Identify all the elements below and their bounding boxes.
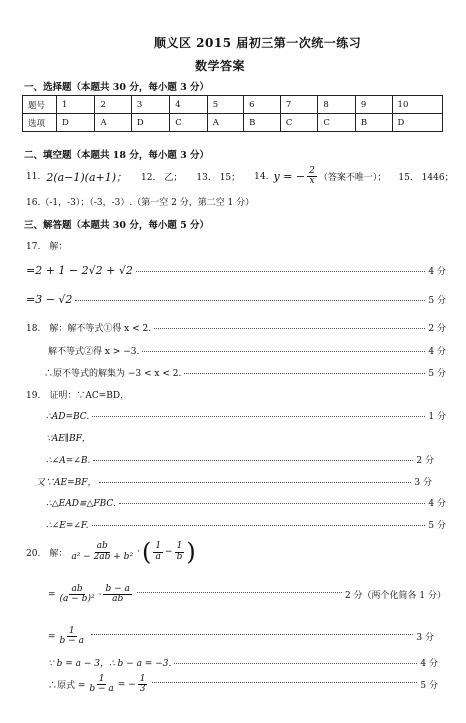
q20-step-3 xyxy=(48,656,438,669)
q18-step-3 xyxy=(44,366,446,379)
step-text: ∴∠E=∠F. xyxy=(46,521,89,531)
q12-answer: 12. 乙； xyxy=(141,173,183,184)
q20-fraction-1 xyxy=(69,542,135,562)
minus-sign: − xyxy=(165,547,173,557)
step-text: ∵ b = a − 3，∴ b − a = −3. xyxy=(48,659,172,669)
leader-dots xyxy=(75,300,425,301)
leader-dots xyxy=(136,271,426,272)
left-paren: ( xyxy=(141,538,152,566)
document-title: 顺义区 2015 届初三第一次统一练习 xyxy=(154,36,362,50)
leader-dots xyxy=(137,592,342,593)
fraction-numerator: 1 xyxy=(98,674,105,684)
equals-sign: = xyxy=(48,631,56,642)
table-cell: 10 xyxy=(392,96,442,114)
right-paren: ) xyxy=(186,538,196,566)
q20-fraction-a xyxy=(153,542,163,562)
fraction-denominator: b − a xyxy=(59,636,84,647)
leader-dots xyxy=(152,682,417,683)
section1-heading: 一、选择题（本题共 30 分，每小题 3 分） xyxy=(24,82,210,93)
step-score: 1 分 xyxy=(428,412,446,422)
table-cell: 1 xyxy=(57,96,95,114)
multiply-dot: · xyxy=(98,589,102,600)
step-text: =3 − √2 xyxy=(26,293,73,306)
q14-fraction xyxy=(307,167,317,187)
fraction-numerator: 1 xyxy=(176,541,183,552)
step-score: 4 分 xyxy=(428,267,446,277)
q19-heading: 19. 证明：∵AC=BD， xyxy=(26,391,130,401)
step-score: 2 分（两个化简各 1 分） xyxy=(344,591,446,602)
fraction-denominator: 3 xyxy=(139,684,146,695)
q17-step-1 xyxy=(26,264,446,277)
fraction-denominator: (a − b)² xyxy=(59,594,95,605)
step-score: 4 分 xyxy=(420,659,438,669)
equals-sign: = xyxy=(48,589,56,600)
step-score: 3 分 xyxy=(416,633,434,644)
table-cell: A xyxy=(207,114,243,132)
leader-dots xyxy=(184,373,425,374)
table-cell: B xyxy=(244,114,281,132)
table-cell: D xyxy=(57,114,95,132)
step-text: 解不等式②得 x > −3. xyxy=(48,347,140,357)
step-text xyxy=(48,675,149,695)
q18-step-1 xyxy=(26,321,446,334)
step-score: 5 分 xyxy=(428,521,446,531)
q20-step-4 xyxy=(48,675,438,695)
fraction-denominator: a xyxy=(155,551,161,562)
q20-heading: 20. 解： xyxy=(26,548,68,559)
step-text: 18. 解：解不等式①得 x < 2. xyxy=(26,324,152,334)
q20-step-1 xyxy=(48,585,446,605)
q19-step-4 xyxy=(36,475,432,488)
q11-answer: 2(a−1)(a+1)； xyxy=(46,170,128,184)
q19-step-6 xyxy=(46,518,446,531)
q14-label: 14. xyxy=(254,171,269,182)
step-text xyxy=(48,585,134,605)
step-text: ∴AD=BC. xyxy=(46,412,90,422)
fill-in-line-1 xyxy=(26,167,454,187)
step-text: =2 + 1 − 2√2 + √2 xyxy=(26,264,133,277)
q14-note: （答案不唯一）； xyxy=(318,173,387,184)
step-score: 2 分 xyxy=(428,324,446,334)
document-subtitle: 数学答案 xyxy=(195,59,246,73)
table-cell: 7 xyxy=(280,96,318,114)
fraction-numerator: 1 xyxy=(139,674,146,684)
table-cell: 5 xyxy=(207,96,243,114)
table-row-label: 选项 xyxy=(23,114,57,132)
table-cell: 9 xyxy=(355,96,392,114)
q17-heading: 17. 解： xyxy=(26,242,68,252)
table-cell: A xyxy=(95,114,131,132)
table-cell: 2 xyxy=(95,96,131,114)
table-cell: C xyxy=(280,114,318,132)
table-cell: C xyxy=(318,114,356,132)
table-cell: C xyxy=(170,114,208,132)
q15-answer: 15. 1446； xyxy=(398,173,454,184)
step-score: 5 分 xyxy=(420,681,438,692)
fraction-numerator: ab xyxy=(71,584,83,594)
step-score: 3 分 xyxy=(414,478,432,488)
step-text xyxy=(48,627,88,647)
leader-dots xyxy=(142,351,425,352)
multiply-dot: · xyxy=(137,547,140,557)
q20-fraction-2 xyxy=(58,585,97,605)
leader-dots xyxy=(174,663,417,664)
q13-answer: 13. 15； xyxy=(196,173,241,184)
table-row-numbers xyxy=(23,96,443,114)
table-cell: 3 xyxy=(131,96,169,114)
equals-minus: = − xyxy=(117,679,136,690)
leader-dots xyxy=(92,416,425,417)
fraction-denominator: x xyxy=(309,176,315,187)
table-cell: 6 xyxy=(244,96,281,114)
fraction-numerator: b − a xyxy=(105,584,130,594)
fraction-denominator: b xyxy=(176,551,183,562)
q11-label: 11. xyxy=(26,171,41,182)
q20-fraction-4 xyxy=(58,627,86,647)
step-score: 4 分 xyxy=(428,347,446,357)
fraction-numerator: ab xyxy=(96,541,108,552)
step-text: 又∵AE=BF， xyxy=(36,478,97,488)
fraction-numerator: 1 xyxy=(155,541,162,552)
step-text: ∴原不等式的解集为 −3 < x < 2. xyxy=(44,369,182,379)
fraction-numerator: 1 xyxy=(68,626,75,636)
q19-step-5 xyxy=(46,496,446,509)
q18-step-2 xyxy=(48,344,446,357)
step-score: 5 分 xyxy=(428,296,446,306)
q20-step-2 xyxy=(48,627,434,647)
fraction-numerator: 2 xyxy=(309,166,315,176)
table-row-label: 题号 xyxy=(23,96,57,114)
table-cell: 8 xyxy=(318,96,356,114)
answer-table xyxy=(22,95,443,132)
section2-heading: 二、填空题（本题共 18 分，每小题 3 分） xyxy=(24,150,210,161)
leader-dots xyxy=(119,503,426,504)
table-row-answers xyxy=(23,114,443,132)
q20-fraction-6 xyxy=(138,675,148,695)
result-label: ∴原式 = xyxy=(48,681,86,692)
table-cell: D xyxy=(392,114,442,132)
step-score: 5 分 xyxy=(428,369,446,379)
step-text: ∴△EAD≌△FBC. xyxy=(46,499,116,509)
q20-fraction-5 xyxy=(87,675,115,695)
step-text: ∴∠A=∠B. xyxy=(46,456,91,466)
table-cell: B xyxy=(355,114,392,132)
leader-dots xyxy=(93,460,413,461)
fraction-denominator: ab xyxy=(112,594,124,605)
q16-answer: 16.（-1，-3）；（-3，-3）.（第一空 2 分，第二空 1 分） xyxy=(26,198,255,208)
leader-dots xyxy=(154,328,425,329)
section3-heading: 三、解答题（本题共 30 分，每小题 5 分） xyxy=(24,220,210,231)
q19-step-1 xyxy=(46,409,446,422)
leader-dots xyxy=(92,525,426,526)
table-cell: D xyxy=(131,114,169,132)
q14-lhs: y = − xyxy=(273,170,306,184)
q20-expression xyxy=(26,538,196,566)
q17-step-2 xyxy=(26,293,446,306)
leader-dots xyxy=(99,482,411,483)
q19-step-2: ∵AE∥BF， xyxy=(46,434,91,444)
fraction-denominator: a² − 2ab + b² xyxy=(71,551,134,562)
step-score: 2 分 xyxy=(416,456,434,466)
q20-fraction-3 xyxy=(103,585,131,605)
leader-dots xyxy=(91,634,413,635)
q20-fraction-b xyxy=(175,542,185,562)
table-cell: 4 xyxy=(170,96,208,114)
step-score: 4 分 xyxy=(428,499,446,509)
q19-step-3 xyxy=(46,453,434,466)
fraction-denominator: b − a xyxy=(89,684,114,695)
